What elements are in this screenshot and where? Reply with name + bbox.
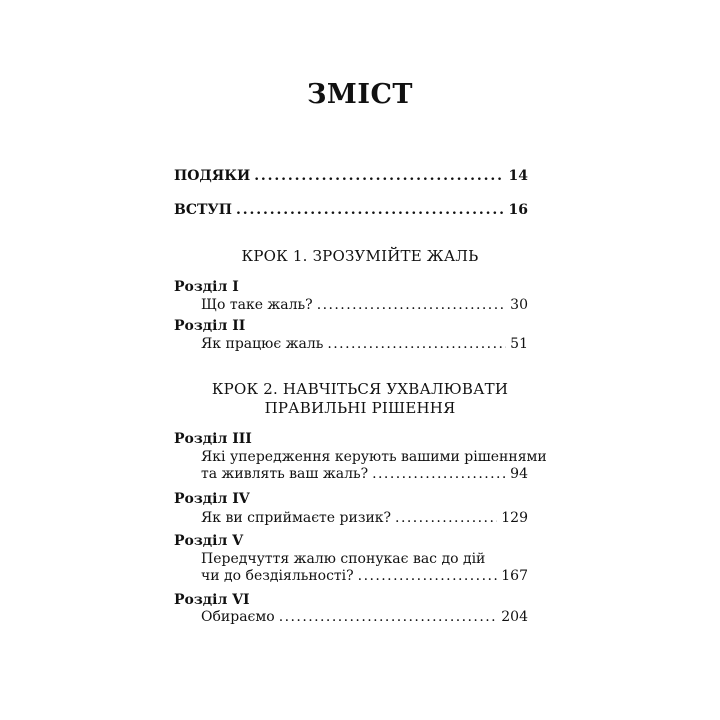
page-title: ЗМІСТ — [306, 79, 414, 110]
toc-page-number: 16 — [508, 202, 528, 218]
dot-leader — [358, 566, 498, 586]
step-heading: КРОК 2. НАВЧІТЬСЯ УХВАЛЮВАТИ — [211, 380, 509, 398]
toc-entry-line: Які упередження керують вашими рішеннями — [201, 449, 547, 465]
section-label: Розділ VI — [174, 592, 250, 608]
dot-leader — [372, 464, 506, 484]
toc-page-number: 30 — [510, 297, 528, 313]
toc-entry — [201, 607, 528, 627]
section-label: Розділ V — [174, 533, 244, 549]
dot-leader — [395, 508, 497, 528]
toc-entry-acknowledgements — [174, 166, 528, 186]
section-label: Розділ III — [174, 431, 252, 447]
dot-leader — [317, 295, 506, 315]
toc-entry-introduction — [174, 200, 528, 220]
toc-entry-label: Як працює жаль — [201, 336, 324, 352]
toc-entry-label: Як ви сприймаєте ризик? — [201, 510, 392, 526]
toc-page-number: 129 — [501, 510, 528, 526]
toc-entry — [201, 295, 528, 315]
dot-leader — [254, 166, 504, 186]
toc-page-number: 14 — [508, 168, 528, 184]
dot-leader — [279, 607, 498, 627]
toc-entry — [201, 334, 528, 354]
step-heading: КРОК 1. ЗРОЗУМІЙТЕ ЖАЛЬ — [241, 247, 479, 265]
toc-page-number: 94 — [510, 466, 528, 482]
section-label: Розділ IV — [174, 491, 250, 507]
toc-entry — [201, 508, 528, 528]
toc-entry — [201, 464, 528, 484]
toc-entry-line: Передчуття жалю спонукає вас до дій — [201, 551, 486, 567]
toc-entry-label: чи до бездіяльності? — [201, 568, 354, 584]
toc-page-number: 51 — [510, 336, 528, 352]
dot-leader — [327, 334, 506, 354]
toc-entry-label: ВСТУП — [174, 202, 232, 218]
toc-entry-label: Що таке жаль? — [201, 297, 313, 313]
toc-entry-label: Обираємо — [201, 609, 275, 625]
step-heading: ПРАВИЛЬНІ РІШЕННЯ — [264, 399, 456, 417]
toc-page-number: 204 — [501, 609, 528, 625]
dot-leader — [236, 200, 505, 220]
toc-entry-label: та живлять ваш жаль? — [201, 466, 369, 482]
section-label: Розділ II — [174, 318, 246, 334]
toc-page-number: 167 — [501, 568, 528, 584]
section-label: Розділ I — [174, 279, 239, 295]
toc-entry-label: ПОДЯКИ — [174, 168, 251, 184]
toc-entry — [201, 566, 528, 586]
